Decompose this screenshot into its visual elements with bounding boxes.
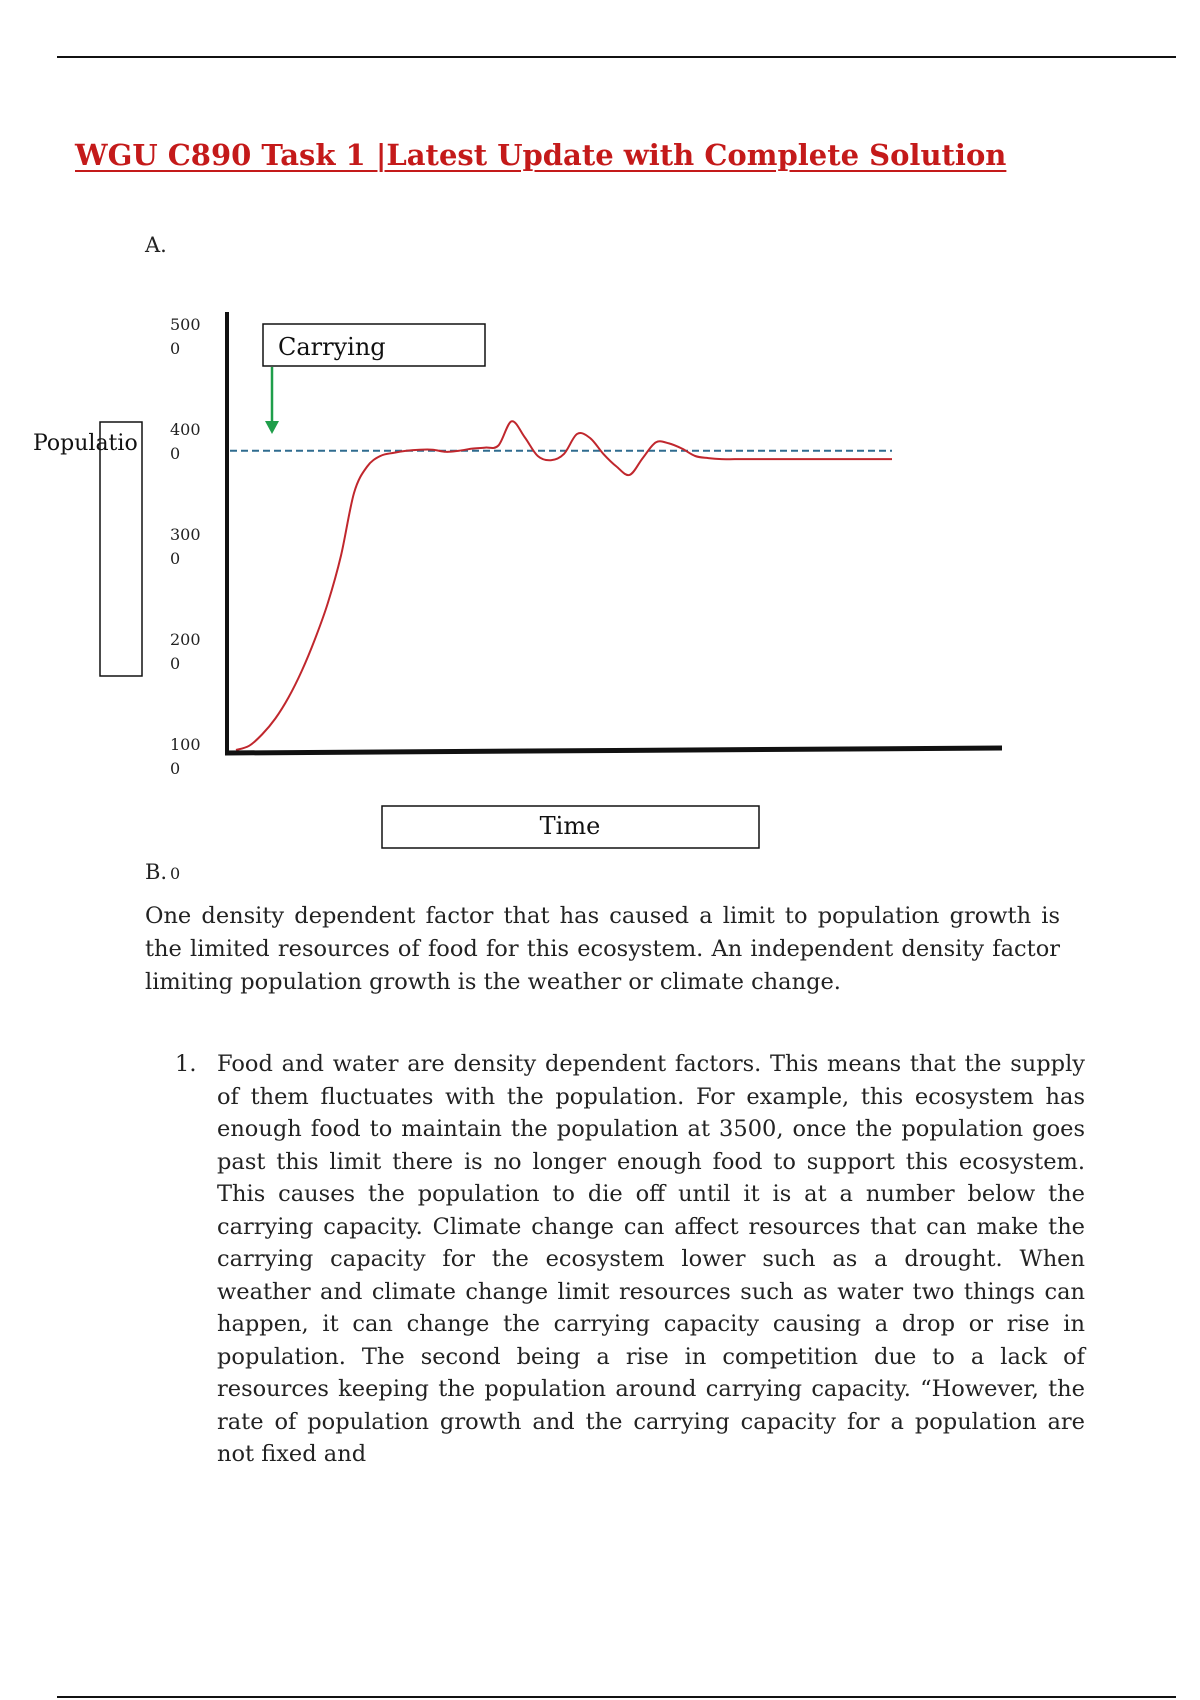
- bottom-rule: [57, 1696, 1176, 1698]
- numbered-list: [175, 1048, 1085, 1471]
- y-tick-label-lower: 0: [170, 549, 181, 568]
- y-tick-label-upper: 300: [170, 525, 201, 544]
- y-tick-label-lower: 0: [170, 654, 181, 673]
- section-b-label: B.: [145, 860, 168, 884]
- y-tick-label-upper: 400: [170, 420, 201, 439]
- carrying-arrow-head: [265, 421, 279, 434]
- paragraph-b: One density dependent factor that has caused a limit to population growth is the limited resources of food for this ecosystem. An independent density factor limiting population growth is the weather or climate change.: [145, 903, 1060, 995]
- document-title: WGU C890 Task 1 |Latest Update with Complete Solution: [75, 138, 1007, 172]
- list-item-text: Food and water are density dependent factors. This means that the supply of them fluctuates with the population. For example, this ecosystem has enough food to maintain the population at 3500, once the population goes past this limit there is no longer enough food to support this ecosystem. This causes the population to die off until it is at a number below the carrying capacity. Climate change can affect resources that can make the carrying capacity for the ecosystem lower such as a drought. When weather and climate change limit resources such as water two things can happen, it can change the carrying capacity causing a drop or rise in population. The second being a rise in competition due to a lack of resources keeping the population around carrying capacity. “However, the rate of population growth and the carrying capacity for a population are not fixed and: [217, 1051, 1085, 1467]
- list-item-number: 1.: [175, 1051, 197, 1077]
- y-tick-label-lower: 0: [170, 759, 181, 778]
- carrying-label: Carrying: [278, 333, 386, 361]
- y-tick-label-lower: 0: [170, 444, 181, 463]
- list-item: [175, 1048, 1085, 1471]
- y-axis-label: Populatio: [33, 431, 138, 456]
- y-tick-labels: [170, 315, 201, 883]
- section-a-label: A.: [145, 233, 167, 257]
- y-tick-label-upper: 100: [170, 735, 201, 754]
- y-tick-label-lower: 0: [170, 339, 181, 358]
- y-tick-label-lower: 0: [170, 864, 181, 883]
- x-axis: [225, 748, 1002, 753]
- population-line: [236, 421, 892, 750]
- x-axis-label: Time: [539, 812, 601, 840]
- y-tick-label-upper: 200: [170, 630, 201, 649]
- y-tick-label-upper: 500: [170, 315, 201, 334]
- y-axis-label-box: [100, 422, 142, 676]
